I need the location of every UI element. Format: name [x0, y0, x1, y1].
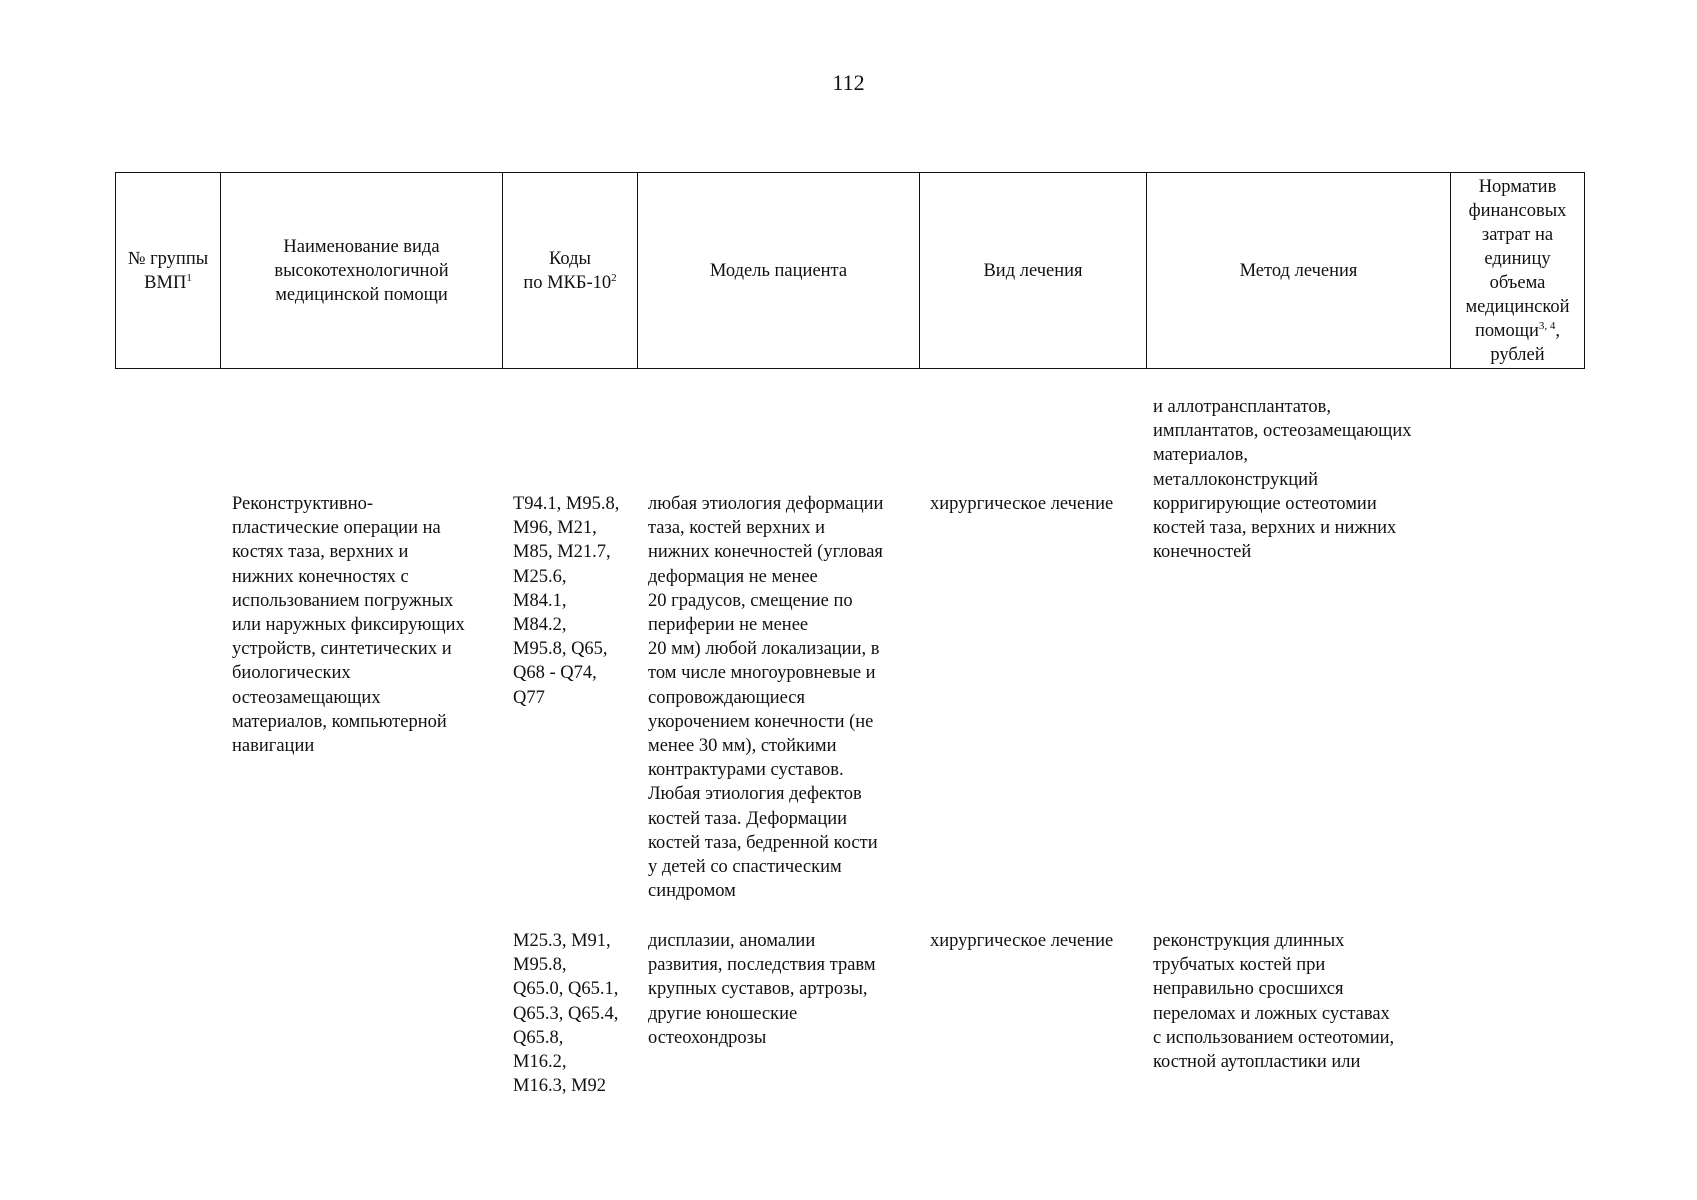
header-treatment-method: Метод лечения	[1147, 173, 1451, 369]
icd-codes: M25.3, M91, M95.8, Q65.0, Q65.1, Q65.3, Q65.4, Q65.8, M16.2, M16.3, M92	[513, 931, 619, 1097]
header-cost-standard: Норматив финансовых затрат на единицу объема медицинской помощи$^{3, 4}$, рублей	[1451, 173, 1585, 369]
patient-model: любая этиология деформации таза, костей верхних и нижних конечностей (угловая деформация не менее 20 градусов, смещение по периферии не менее 20 мм) любой локализации, в том числе многоуровневые и сопровождающиеся укорочением конечности (не менее 30 мм), стойкими контрактурами суставов. Любая этиология дефектов костей таза. Деформации костей таза, бедренной кости у детей со спастическим синдромом	[648, 494, 884, 902]
header-patient-model: Модель пациента	[638, 173, 920, 369]
icd-codes: T94.1, M95.8, M96, M21, M85, M21.7, M25.6, M84.1, M84.2, M95.8, Q65, Q68 - Q74, Q77	[513, 494, 620, 708]
page-number: 112	[832, 70, 865, 95]
care-type-name: Реконструктивно- пластические операции на костях таза, верхних и нижних конечностях с использованием погружных или наружных фиксирующих устройств, синтетических и биологических остеозамещающих материалов, компьютерной навигации	[232, 494, 465, 757]
header-treatment-type: Вид лечения	[920, 173, 1147, 369]
treatment-type: хирургическое лечение	[930, 494, 1114, 514]
table-header	[115, 172, 1585, 369]
continued-method-text: и аллотрансплантатов, имплантатов, остеозамещающих материалов, металлоконструкций	[1153, 397, 1412, 490]
treatment-method: корригирующие остеотомии костей таза, верхних и нижних конечностей	[1153, 494, 1397, 563]
header-icd-codes: Коды по МКБ-$10^2$	[503, 173, 638, 369]
treatment-type: хирургическое лечение	[930, 931, 1114, 951]
patient-model: дисплазии, аномалии развития, последствия травм крупных суставов, артрозы, другие юношеские остеохондрозы	[648, 931, 876, 1048]
header-care-type-name: Наименование вида высокотехнологичной медицинской помощи	[221, 173, 503, 369]
treatment-method: реконструкция длинных трубчатых костей при неправильно сросшихся переломах и ложных суставах с использованием остеотомии, костной аутопластики или	[1153, 931, 1395, 1073]
header-group-number: № группы ВМП$^1$	[116, 173, 221, 369]
